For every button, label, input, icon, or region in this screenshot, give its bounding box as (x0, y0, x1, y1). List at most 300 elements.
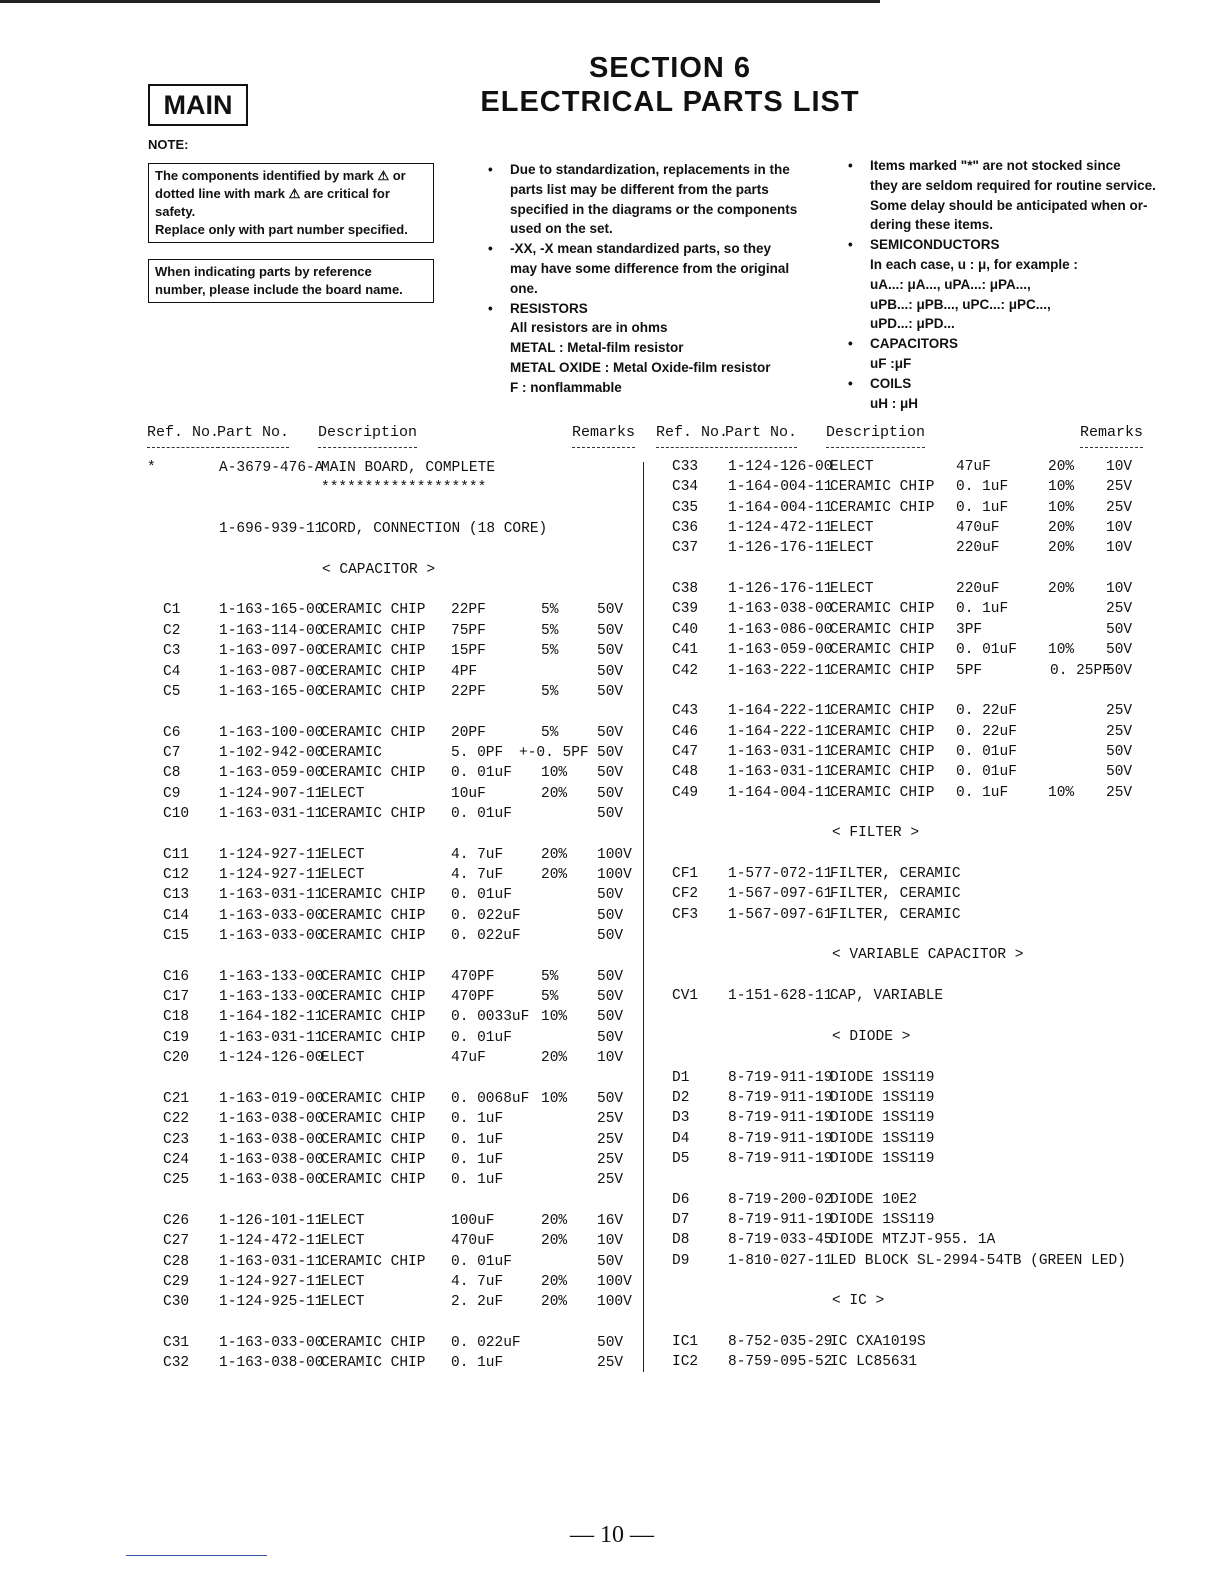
cell-val: 47uF (956, 459, 991, 475)
cell-desc: ELECT (321, 785, 365, 802)
cell-val: 0. 1uF (956, 784, 1009, 801)
cell-desc: CERAMIC (321, 744, 382, 761)
cell-desc: CERAMIC CHIP (830, 662, 935, 679)
cell-ref: C7 (163, 744, 181, 761)
cell-tol: 20% (1048, 581, 1075, 598)
cell-val: 0. 1uF (451, 1172, 504, 1189)
note-line (848, 394, 1178, 414)
cell-val: 10uF (451, 785, 486, 802)
cell-part: 1-124-126-00 (219, 1050, 324, 1067)
cell-ref: C24 (163, 1151, 190, 1168)
cell-part: A-3679-476-A (219, 460, 324, 476)
cell-desc: DIODE 1SS119 (830, 1130, 935, 1147)
cell-ref: C25 (163, 1172, 190, 1189)
cell-desc: CERAMIC CHIP (830, 479, 935, 496)
cell-tol: 10% (541, 1090, 568, 1107)
cell-part: 1-164-222-11 (728, 703, 833, 720)
bullet-icon: • (488, 300, 493, 316)
cell-part: 1-696-939-11 (219, 521, 324, 538)
cell-desc: CERAMIC CHIP (321, 1090, 426, 1107)
cell-ref: C5 (163, 683, 181, 700)
cell-part: 1-163-222-11 (728, 662, 833, 679)
cell-part: 1-810-027-11 (728, 1252, 833, 1269)
cell-ref: C30 (163, 1294, 190, 1311)
cell-part: 1-577-072-11 (728, 866, 833, 882)
cell-ref: D1 (672, 1069, 690, 1086)
column-divider (643, 462, 644, 1372)
cell-desc: DIODE 1SS119 (830, 1069, 935, 1086)
note-line (848, 215, 1178, 235)
cell-part: 1-163-031-11 (219, 887, 324, 904)
cell-desc: ELECT (321, 1233, 365, 1250)
cell-tol: +-0. 5PF (519, 744, 589, 761)
cell-tol: 20% (1048, 520, 1075, 537)
cell-volt: 50V (597, 1029, 624, 1046)
cell-volt: 10V (1106, 540, 1133, 557)
note-line (848, 314, 1178, 334)
cell-desc: ELECT (321, 846, 365, 863)
cell-ref: C27 (163, 1233, 190, 1250)
cell-ref: C46 (672, 723, 699, 740)
header-ref-no: Ref. No. (147, 424, 220, 441)
cell-part: 1-163-133-00 (219, 968, 324, 985)
note-text: RESISTORS (510, 300, 588, 316)
note-text: parts list may be different from the parts (510, 181, 769, 197)
cell-ref: D2 (672, 1089, 690, 1106)
cell-part: 1-163-031-11 (728, 764, 833, 781)
section-heading: SECTION 6 (588, 52, 752, 84)
cell-desc: CERAMIC CHIP (321, 1253, 426, 1270)
note-text: uH : μH (870, 395, 919, 411)
cell-part: 8-719-033-45 (728, 1232, 833, 1249)
cell-val: 4. 7uF (451, 867, 504, 883)
cell-ref: C10 (163, 805, 190, 822)
note-line (488, 279, 818, 299)
cell-volt: 50V (597, 805, 624, 822)
cell-desc: CERAMIC CHIP (321, 887, 426, 904)
note-line (488, 338, 818, 358)
cell-volt: 50V (597, 744, 624, 761)
cell-tol: 5% (541, 602, 559, 619)
cell-desc: CERAMIC CHIP (321, 724, 426, 741)
cell-val: 100uF (451, 1212, 495, 1229)
cell-val: 5. 0PF (451, 744, 504, 761)
cell-tol: 20% (541, 867, 568, 883)
cell-ref: C32 (163, 1355, 190, 1372)
cell-ref: C29 (163, 1274, 190, 1290)
cell-part: 1-124-927-11 (219, 1274, 324, 1290)
cell-desc: ******************* (321, 480, 487, 497)
cell-volt: 25V (597, 1172, 624, 1189)
cell-desc: CERAMIC CHIP (321, 1172, 426, 1189)
cell-val: 15PF (451, 643, 486, 660)
cell-tol: 20% (541, 1050, 568, 1067)
cell-val: 3PF (956, 621, 983, 638)
category-label: < FILTER > (832, 825, 920, 842)
cell-ref: C1 (163, 602, 181, 619)
cell-ref: C49 (672, 784, 699, 801)
cell-val: 0. 22uF (956, 723, 1017, 740)
cell-desc: CERAMIC CHIP (830, 642, 935, 659)
cell-desc: CERAMIC CHIP (321, 622, 426, 639)
cell-part: 1-163-033-00 (219, 907, 324, 924)
cell-ref: D5 (672, 1150, 690, 1167)
cell-ref: C37 (672, 540, 699, 557)
cell-part: 8-719-200-02 (728, 1191, 833, 1208)
bullet-icon: • (848, 336, 853, 352)
note-line: The components identified by mark ⚠ or (155, 168, 406, 183)
cell-desc: ELECT (321, 1274, 365, 1290)
cell-val: 0. 0068uF (451, 1090, 530, 1107)
cell-val: 75PF (451, 622, 486, 639)
cell-volt: 50V (1106, 743, 1133, 760)
cell-val: 4. 7uF (451, 846, 504, 863)
cell-desc: CERAMIC CHIP (830, 723, 935, 740)
cell-ref: D3 (672, 1110, 690, 1127)
cell-volt: 50V (597, 907, 624, 924)
note-line (488, 378, 818, 398)
cell-desc: CERAMIC CHIP (321, 1029, 426, 1046)
cell-ref: IC1 (672, 1334, 699, 1351)
cell-ref: C42 (672, 662, 699, 679)
cell-volt: 25V (597, 1355, 624, 1372)
cell-volt: 25V (1106, 601, 1133, 618)
cell-val: 0. 01uF (451, 887, 512, 904)
cell-part: 1-163-038-00 (219, 1131, 324, 1148)
cell-val: 0. 1uF (956, 499, 1009, 516)
cell-part: 8-719-911-19 (728, 1089, 833, 1106)
cell-part: 1-124-927-11 (219, 867, 324, 883)
cell-volt: 50V (597, 1009, 624, 1026)
cell-volt: 50V (597, 683, 624, 700)
cell-ref: C35 (672, 499, 699, 516)
cell-desc: FILTER, CERAMIC (830, 866, 961, 882)
cell-ref: * (147, 460, 156, 476)
note-text: used on the set. (510, 221, 613, 237)
cell-volt: 10V (1106, 459, 1133, 475)
cell-desc: CERAMIC CHIP (321, 907, 426, 924)
cell-tol: 10% (541, 765, 568, 782)
cell-volt: 25V (597, 1151, 624, 1168)
cell-ref: C21 (163, 1090, 190, 1107)
cell-desc: CERAMIC CHIP (321, 765, 426, 782)
cell-ref: D6 (672, 1191, 690, 1208)
cell-val: 0. 1uF (451, 1111, 504, 1128)
cell-desc: CERAMIC CHIP (321, 683, 426, 700)
note-text: uPD...: μPD... (870, 316, 955, 332)
note-text: COILS (870, 375, 912, 391)
cell-desc: IC LC85631 (830, 1354, 918, 1371)
cell-ref: C13 (163, 887, 190, 904)
cell-desc: IC CXA1019S (830, 1334, 926, 1351)
note-text: uA...: μA..., uPA...: μPA..., (870, 276, 1031, 292)
cell-ref: C9 (163, 785, 181, 802)
cell-ref: C2 (163, 622, 181, 639)
cell-tol: 10% (1048, 479, 1075, 496)
cell-part: 1-164-004-11 (728, 784, 833, 801)
cell-val: 22PF (451, 602, 486, 619)
cell-desc: ELECT (830, 459, 874, 475)
cell-part: 1-163-038-00 (219, 1111, 324, 1128)
cell-part: 1-163-114-00 (219, 622, 324, 639)
note-line (488, 259, 818, 279)
cell-ref: C23 (163, 1131, 190, 1148)
cell-ref: C47 (672, 743, 699, 760)
cell-volt: 50V (597, 724, 624, 741)
cell-part: 1-163-059-00 (728, 642, 833, 659)
cell-part: 1-163-019-00 (219, 1090, 324, 1107)
bullet-icon: • (488, 162, 493, 177)
cell-tol: 0. 25PF (1050, 662, 1111, 679)
cell-val: 220uF (956, 540, 1000, 557)
cell-desc: FILTER, CERAMIC (830, 906, 961, 923)
cell-desc: DIODE MTZJT-955. 1A (830, 1232, 996, 1249)
cell-part: 8-759-095-52 (728, 1354, 833, 1371)
cell-volt: 100V (597, 846, 632, 863)
cell-volt: 10V (597, 1050, 624, 1067)
cell-ref: D4 (672, 1130, 690, 1147)
note-text: one. (510, 280, 538, 296)
cell-desc: FILTER, CERAMIC (830, 886, 961, 903)
cell-desc: MAIN BOARD, COMPLETE (321, 460, 496, 476)
cell-val: 22PF (451, 683, 486, 700)
cell-part: 1-163-133-00 (219, 989, 324, 1006)
cell-part: 8-719-911-19 (728, 1150, 833, 1167)
cell-tol: 10% (1048, 784, 1075, 801)
note-line (488, 200, 818, 220)
cell-part: 1-567-097-61 (728, 886, 833, 903)
cell-tol: 20% (541, 1233, 568, 1250)
bullet-note-line (848, 374, 1178, 394)
cell-tol: 20% (1048, 459, 1075, 475)
bullet-note-line (488, 239, 818, 259)
note-text: specified in the diagrams or the components (510, 201, 798, 217)
note-line: number, please include the board name. (155, 282, 403, 297)
note-line (848, 354, 1178, 374)
cell-part: 1-163-033-00 (219, 1335, 324, 1352)
category-label: < IC > (832, 1293, 885, 1310)
cell-desc: CAP, VARIABLE (830, 988, 944, 1005)
cell-part: 1-164-004-11 (728, 479, 833, 496)
cell-desc: DIODE 1SS119 (830, 1150, 935, 1167)
cell-volt: 50V (597, 989, 624, 1006)
note-text: may have some difference from the original (510, 260, 790, 276)
cell-val: 0. 022uF (451, 907, 521, 924)
cell-part: 8-752-035-29 (728, 1334, 833, 1351)
cell-desc: CERAMIC CHIP (830, 621, 935, 638)
note-line: Replace only with part number specified. (155, 222, 408, 237)
cell-volt: 10V (1106, 520, 1133, 537)
cell-tol: 5% (541, 989, 559, 1006)
bullet-icon: • (848, 158, 853, 173)
cell-volt: 50V (597, 928, 624, 945)
cell-val: 470PF (451, 968, 495, 985)
cell-val: 0. 0033uF (451, 1009, 530, 1026)
cell-val: 20PF (451, 724, 486, 741)
bullet-note-line (848, 235, 1178, 255)
cell-ref: C34 (672, 479, 699, 496)
cell-desc: CERAMIC CHIP (830, 764, 935, 781)
note-text: Some delay should be anticipated when or- (870, 197, 1148, 213)
cell-ref: CF2 (672, 886, 699, 903)
cell-desc: CERAMIC CHIP (321, 663, 426, 680)
cell-desc: CERAMIC CHIP (321, 1355, 426, 1372)
cell-desc: CERAMIC CHIP (321, 805, 426, 822)
cell-volt: 50V (1106, 642, 1133, 659)
cell-val: 0. 022uF (451, 1335, 521, 1352)
cell-volt: 16V (597, 1212, 624, 1229)
cell-part: 1-124-126-00 (728, 459, 833, 475)
cell-ref: C31 (163, 1335, 190, 1352)
cell-volt: 25V (1106, 703, 1133, 720)
cell-volt: 100V (597, 1274, 632, 1290)
cell-volt: 10V (1106, 581, 1133, 598)
note-line (848, 176, 1178, 196)
cell-part: 1-163-097-00 (219, 643, 324, 660)
cell-part: 8-719-911-19 (728, 1110, 833, 1127)
cell-tol: 20% (541, 1212, 568, 1229)
cell-val: 470PF (451, 989, 495, 1006)
bullet-note-line (488, 299, 818, 319)
cell-desc: ELECT (321, 1294, 365, 1311)
cell-desc: CERAMIC CHIP (830, 499, 935, 516)
cell-desc: DIODE 1SS119 (830, 1110, 935, 1127)
note-text: METAL OXIDE : Metal Oxide-film resistor (510, 359, 771, 375)
cell-desc: CERAMIC CHIP (321, 1111, 426, 1128)
cell-part: 8-719-911-19 (728, 1130, 833, 1147)
cell-ref: C22 (163, 1111, 190, 1128)
cell-val: 0. 01uF (451, 1029, 512, 1046)
cell-volt: 25V (597, 1111, 624, 1128)
cell-desc: CERAMIC CHIP (321, 928, 426, 945)
cell-tol: 5% (541, 643, 559, 660)
cell-val: 4. 7uF (451, 1274, 504, 1290)
cell-val: 0. 1uF (451, 1355, 504, 1372)
cell-part: 1-124-907-11 (219, 785, 324, 802)
cell-part: 1-124-472-11 (728, 520, 833, 537)
cell-part: 1-163-086-00 (728, 621, 833, 638)
note-text: METAL : Metal-film resistor (510, 340, 684, 356)
note-line (488, 219, 818, 239)
cell-desc: CERAMIC CHIP (321, 1151, 426, 1168)
cell-volt: 50V (597, 1090, 624, 1107)
top-rule (0, 0, 880, 3)
note-line: dotted line with mark ⚠ are critical for (155, 186, 390, 201)
cell-part: 8-719-911-19 (728, 1211, 833, 1228)
category-label: < DIODE > (832, 1028, 911, 1045)
cell-tol: 20% (541, 785, 568, 802)
cell-val: 0. 22uF (956, 703, 1017, 720)
cell-volt: 50V (597, 663, 624, 680)
note-text: Due to standardization, replacements in the (510, 162, 790, 177)
note-line (848, 275, 1178, 295)
note-line: safety. (155, 204, 196, 219)
cell-volt: 10V (597, 1233, 624, 1250)
note-line: When indicating parts by reference (155, 264, 372, 279)
cell-part: 1-163-038-00 (219, 1172, 324, 1189)
cell-desc: CERAMIC CHIP (321, 602, 426, 619)
cell-val: 4PF (451, 663, 478, 680)
cell-ref: C4 (163, 663, 181, 680)
cell-ref: C16 (163, 968, 190, 985)
cell-volt: 50V (597, 785, 624, 802)
cell-volt: 50V (597, 1253, 624, 1270)
cell-ref: C12 (163, 867, 190, 883)
cell-ref: D8 (672, 1232, 690, 1249)
note-line (848, 255, 1178, 275)
reference-note-box (148, 259, 434, 303)
cell-volt: 25V (597, 1131, 624, 1148)
category-label: < VARIABLE CAPACITOR > (832, 947, 1024, 964)
cell-ref: C26 (163, 1212, 190, 1229)
note-line (848, 295, 1178, 315)
cell-part: 1-163-031-11 (219, 805, 324, 822)
cell-volt: 25V (1106, 479, 1133, 496)
cell-volt: 50V (1106, 621, 1133, 638)
note-text: dering these items. (870, 217, 994, 233)
cell-volt: 50V (597, 1335, 624, 1352)
cell-part: 1-164-222-11 (728, 723, 833, 740)
cell-desc: ELECT (321, 1212, 365, 1229)
category-label: < CAPACITOR > (322, 561, 436, 578)
cell-desc: DIODE 1SS119 (830, 1211, 935, 1228)
cell-tol: 20% (541, 1274, 568, 1290)
cell-val: 470uF (451, 1233, 495, 1250)
cell-part: 1-163-033-00 (219, 928, 324, 945)
note-text: Items marked "*" are not stocked since (870, 158, 1121, 173)
cell-val: 0. 01uF (451, 765, 512, 782)
cell-val: 2. 2uF (451, 1294, 504, 1311)
cell-part: 1-124-927-11 (219, 846, 324, 863)
cell-tol: 10% (1048, 499, 1075, 516)
cell-val: 0. 1uF (451, 1131, 504, 1148)
cell-ref: C3 (163, 643, 181, 660)
cell-val: 0. 1uF (451, 1151, 504, 1168)
cell-desc: ELECT (830, 540, 874, 557)
cell-ref: CF1 (672, 866, 699, 882)
cell-ref: C6 (163, 724, 181, 741)
cell-desc: DIODE 1SS119 (830, 1089, 935, 1106)
cell-desc: CORD, CONNECTION (18 CORE) (321, 521, 548, 538)
cell-ref: C8 (163, 765, 181, 782)
cell-ref: C38 (672, 581, 699, 598)
cell-val: 0. 1uF (956, 479, 1009, 496)
cell-tol: 10% (541, 1009, 568, 1026)
cell-part: 1-163-165-00 (219, 602, 324, 619)
cell-volt: 50V (597, 968, 624, 985)
cell-desc: DIODE 10E2 (830, 1191, 918, 1208)
cell-ref: CF3 (672, 906, 699, 923)
cell-volt: 50V (1106, 662, 1133, 679)
cell-val: 220uF (956, 581, 1000, 598)
cell-desc: ELECT (830, 581, 874, 598)
cell-tol: 20% (1048, 540, 1075, 557)
cell-part: 1-163-059-00 (219, 765, 324, 782)
cell-desc: ELECT (830, 520, 874, 537)
cell-desc: ELECT (321, 1050, 365, 1067)
cell-desc: CERAMIC CHIP (830, 703, 935, 720)
cell-ref: IC2 (672, 1354, 699, 1371)
cell-part: 1-163-038-00 (219, 1355, 324, 1372)
cell-volt: 25V (1106, 784, 1133, 801)
note-text: SEMICONDUCTORS (870, 237, 1000, 253)
cell-desc: CERAMIC CHIP (830, 743, 935, 760)
cell-part: 1-163-031-11 (728, 743, 833, 760)
safety-note-box (148, 163, 434, 243)
cell-part: 1-126-176-11 (728, 540, 833, 557)
cell-ref: C17 (163, 989, 190, 1006)
cell-val: 5PF (956, 662, 983, 679)
